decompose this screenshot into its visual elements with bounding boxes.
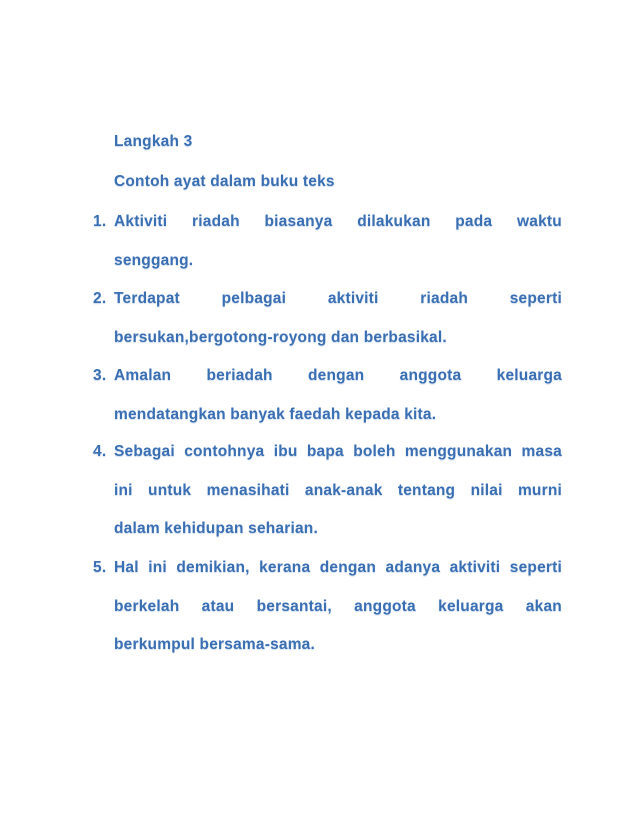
word: pelbagai: [221, 290, 287, 307]
word: aktiviti: [327, 290, 379, 307]
word: riadah: [420, 290, 468, 307]
word: nilai: [470, 481, 503, 499]
word: pada: [455, 213, 493, 230]
word: seperti: [509, 559, 562, 576]
word: seperti: [509, 290, 562, 307]
word: untuk: [148, 481, 192, 499]
word: bapa: [306, 443, 344, 460]
list-item-line: mendatangkan banyak faedah kepada kita.: [114, 405, 437, 423]
word: anggota: [354, 597, 416, 615]
word: masa: [521, 443, 562, 460]
word: Terdapat: [114, 290, 180, 307]
word: beriadah: [206, 367, 273, 384]
word: boleh: [353, 443, 396, 460]
list-item-line: berkumpul bersama-sama.: [114, 636, 316, 653]
word: ini: [114, 481, 133, 499]
word: ibu: [273, 443, 298, 460]
word: keluarga: [496, 367, 562, 384]
word: Hal: [114, 559, 139, 576]
word: contohnya: [184, 443, 265, 460]
list-item-line: [114, 598, 562, 616]
word: demikian,: [176, 559, 250, 576]
list-item-line: [114, 290, 562, 308]
list-item-number: 2.: [93, 290, 107, 307]
word: menggunakan: [404, 443, 513, 460]
word: bersantai,: [256, 597, 332, 615]
list-item-line: [114, 443, 562, 461]
section-subtitle: Contoh ayat dalam buku teks: [114, 173, 335, 190]
word: menasihati: [206, 481, 290, 499]
word: aktiviti: [449, 559, 501, 576]
word: atau: [201, 597, 235, 615]
step-heading: Langkah 3: [114, 133, 193, 150]
word: kerana: [259, 559, 311, 576]
word: adanya: [385, 559, 441, 576]
word: Amalan: [114, 367, 172, 384]
word: dengan: [308, 367, 365, 384]
list-item-line: bersukan,bergotong-royong dan berbasikal.: [114, 328, 447, 346]
word: berkelah: [114, 597, 180, 615]
list-item-line: [114, 213, 562, 231]
word: waktu: [517, 213, 562, 230]
word: dengan: [319, 559, 377, 576]
list-item-line: [114, 482, 562, 500]
list-item-number: 3.: [93, 367, 107, 384]
list-item-number: 5.: [93, 559, 107, 576]
list-item-number: 1.: [93, 213, 107, 230]
list-item-line: senggang.: [114, 251, 194, 269]
word: anggota: [399, 367, 462, 384]
list-item-line: [114, 367, 562, 385]
word: murni: [517, 481, 562, 499]
word: Aktiviti: [114, 213, 168, 230]
word: anak-anak: [304, 481, 383, 499]
word: tentang: [397, 481, 456, 499]
word: ini: [148, 559, 167, 576]
word: keluarga: [438, 597, 504, 615]
list-item-line: dalam kehidupan seharian.: [114, 520, 318, 537]
word: akan: [525, 597, 562, 615]
list-item-line: [114, 559, 562, 577]
word: Sebagai: [114, 443, 175, 460]
word: riadah: [192, 213, 240, 230]
list-item-number: 4.: [93, 443, 107, 460]
word: dilakukan: [357, 213, 431, 230]
word: biasanya: [264, 213, 333, 230]
